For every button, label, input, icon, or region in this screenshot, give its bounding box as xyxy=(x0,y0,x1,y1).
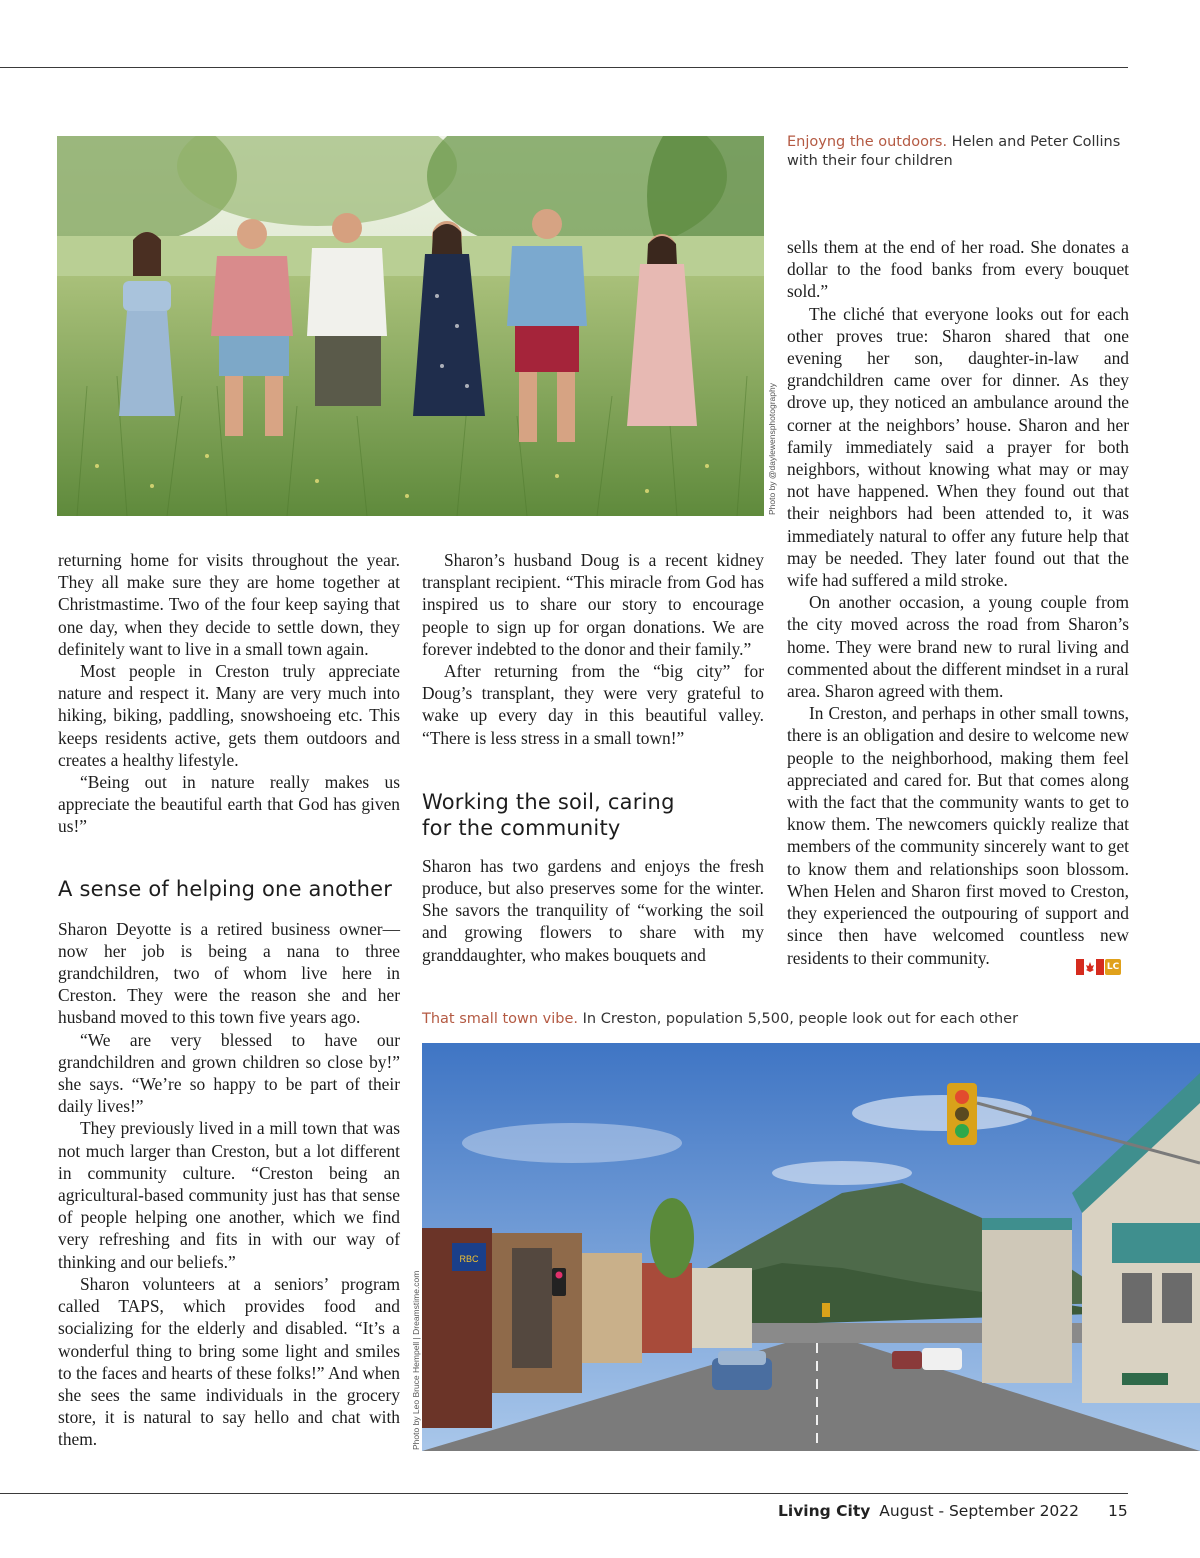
col1-paragraph-4: Sharon Deyotte is a retired business owner—now her job is being a nana to three grandchildren, two of whom live here in Creston. They were the reason she and her husband moved to this town five years ago. xyxy=(58,918,400,1028)
col1-paragraph-2: Most people in Creston truly appreciate nature and respect it. Many are very much into hiking, biking, paddling, snowshoeing etc. This keeps residents active, gets them outdoors and creates a healthy lifestyle. xyxy=(58,661,400,770)
section-heading-helping: A sense of helping one another xyxy=(58,876,393,901)
family-photo-caption xyxy=(787,133,1132,171)
section-heading-soil xyxy=(422,789,764,841)
end-of-article-mark xyxy=(1076,958,1120,976)
bank-sign: RBC xyxy=(459,1254,479,1264)
family-photo-caption-lead: Enjoyng the outdoors. xyxy=(787,134,948,150)
col1-paragraph-5: “We are very blessed to have our grandchildren and grown children so close by!” she says. “We’re so happy to be part of their daily lives!” xyxy=(58,1029,400,1117)
col2-paragraph-3: Sharon has two gardens and enjoys the fresh produce, but also preserves some for the winter. She savors the tranquility of “working the soil and growing flowers to share with my granddaughter, who makes bouquets and xyxy=(422,855,764,965)
article-column-2 xyxy=(422,549,764,966)
family-photo-caption-text: Helen and Peter Collins with their four children xyxy=(787,134,1121,169)
page-footer xyxy=(778,1502,1079,1520)
col3-paragraph-1: sells them at the end of her road. She donates a dollar to the food banks from every bouquet sold.” xyxy=(787,237,1129,302)
col2-paragraph-2: After returning from the “big city” for Doug’s transplant, they were very grateful to wake up every day in this beautiful valley. “There is less stress in a small town!” xyxy=(422,661,764,748)
family-photo xyxy=(57,136,764,516)
family-photo-credit: Photo by @daylewensphotography xyxy=(767,383,777,515)
page-number: 15 xyxy=(1108,1502,1128,1520)
street-photo-credit: Photo by Leo Bruce Hempell | Dreamstime.com xyxy=(411,1270,421,1450)
article-column-3 xyxy=(787,236,1129,969)
top-rule xyxy=(0,67,1128,68)
street-photo-caption-text: In Creston, population 5,500, people look out for each other xyxy=(578,1011,1019,1027)
bottom-rule xyxy=(0,1493,1128,1494)
section-heading-soil-line-2: for the community xyxy=(422,815,621,840)
street-photo xyxy=(422,1043,1200,1451)
col3-paragraph-3: On another occasion, a young couple from the city moved across the road from Sharon’s home. They were brand new to rural living and commented about the different mindset in a rural area. Sharon agreed with them. xyxy=(787,592,1129,702)
lc-logo-icon: LC xyxy=(1105,959,1121,975)
col3-paragraph-4: In Creston, and perhaps in other small towns, there is an obligation and desire to welcome new people to the neighborhood, making them feel appreciated and cared for. But that comes along with the fact that the community wants to get to know them. The newcomers quickly realize that members of the community sincerely want to get to know them and relationships soon blossom. When Helen and Sharon first moved to Creston, they experienced the outpouring of support and since then have welcomed countless new residents to their community. xyxy=(787,703,1129,968)
col3-paragraph-2: The cliché that everyone looks out for each other proves true: Sharon shared that one evening her son, daughter-in-law and grandchildren came over for dinner. As they drove up, they noticed an ambulance around the corner at the neighbors’ house. Sharon and her family immediately said a prayer for both neighbors, without knowing what may or may not have happened. When they found out that their neighbors had been attended to, it was immediately natural to offer any future help that may be needed. They later found out that the wife had suffered a mild stroke. xyxy=(787,303,1129,591)
street-photo-caption xyxy=(422,1010,1122,1029)
col1-paragraph-3: “Being out in nature really makes us appreciate the beautiful earth that God has given us!” xyxy=(58,772,400,837)
col1-paragraph-6: They previously lived in a mill town that was not much larger than Creston, but a lot different in community culture. “Creston being an agricultural-based community just has that sense of people helping one another, which we find very refreshing and fits in with our way of thinking and our beliefs.” xyxy=(58,1118,400,1272)
col2-paragraph-1: Sharon’s husband Doug is a recent kidney transplant recipient. “This miracle from God has inspired us to share our story to encourage people to sign up for organ donations. We are forever indebted to the donor and their family.” xyxy=(422,550,764,659)
article-column-1 xyxy=(58,549,400,1451)
magazine-title: Living City xyxy=(778,1502,871,1520)
issue-date: August - September 2022 xyxy=(879,1502,1080,1520)
col1-paragraph-7: Sharon volunteers at a seniors’ program called TAPS, which provides food and socializing for the elderly and disabled. “It’s a wonderful thing to bring some light and smiles to the faces and hearts of these folks!” And when she sees the same individuals in the grocery store, it is natural to say hello and chat with them. xyxy=(58,1273,400,1450)
street-photo-caption-lead: That small town vibe. xyxy=(422,1011,579,1027)
section-heading-soil-line-1: Working the soil, caring xyxy=(422,789,675,814)
col1-paragraph-1: returning home for visits throughout the year. They all make sure they are home together at Christmastime. Two of the four keep saying that one day, when they decide to settle down, they definitely want to live in a small town again. xyxy=(58,550,400,659)
